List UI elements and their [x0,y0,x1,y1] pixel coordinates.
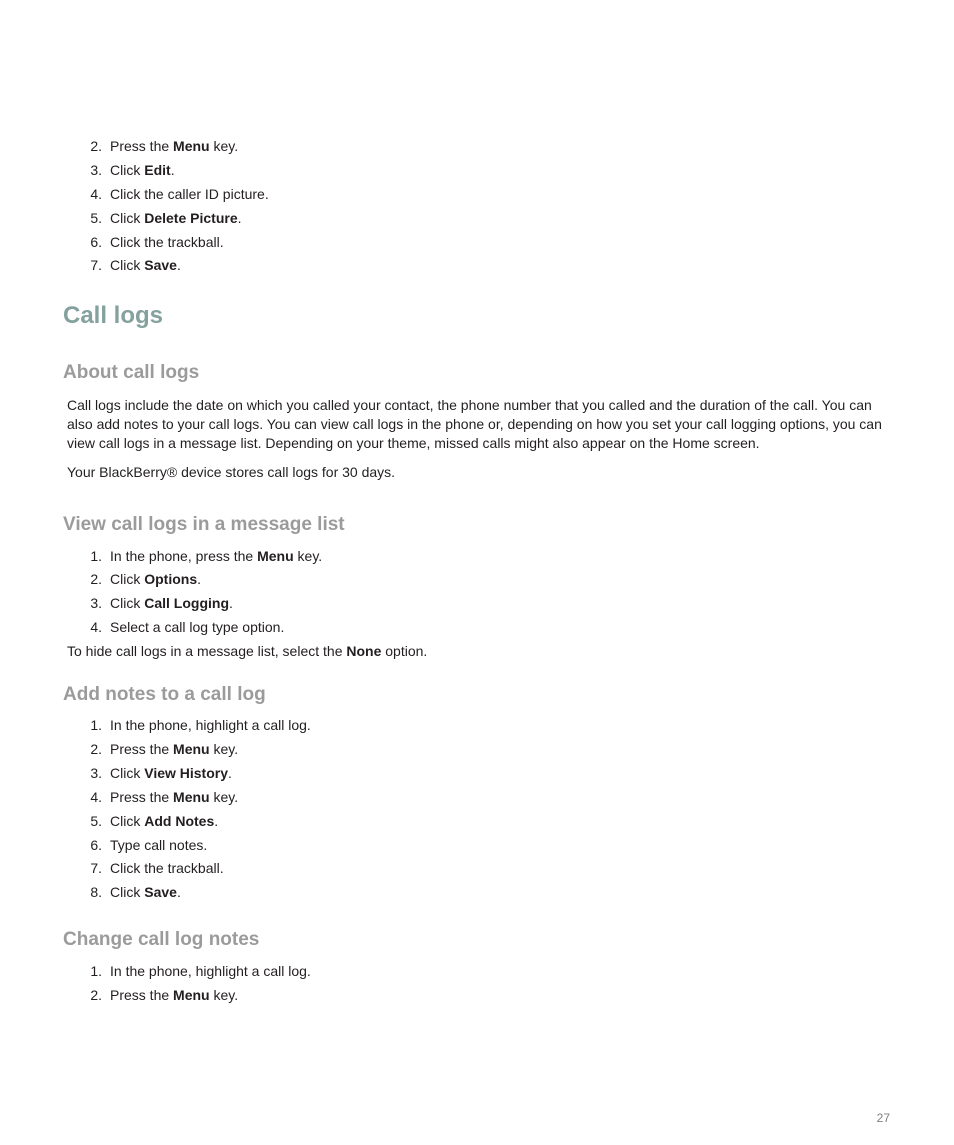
add-notes-heading: Add notes to a call log [63,684,266,705]
change-notes-heading: Change call log notes [63,929,260,950]
view-call-logs-heading: View call logs in a message list [63,514,345,535]
hide-call-logs-note: To hide call logs in a message list, select the None option. [67,643,428,659]
about-paragraph: Call logs include the date on which you called your contact, the phone number that you called and the duration of the call. You can also add notes to your call logs. You can view call logs in the phone or, depending on how you set your call logging options, you can view call logs in a message list. Depending on your theme, missed calls might also appear on the Home screen. [67,397,882,451]
page-number: 27 [876,1111,890,1125]
section-title: Call logs [63,302,164,329]
storage-paragraph: Your BlackBerry® device stores call logs for 30 days. [67,464,396,480]
about-call-logs-heading: About call logs [63,362,200,383]
